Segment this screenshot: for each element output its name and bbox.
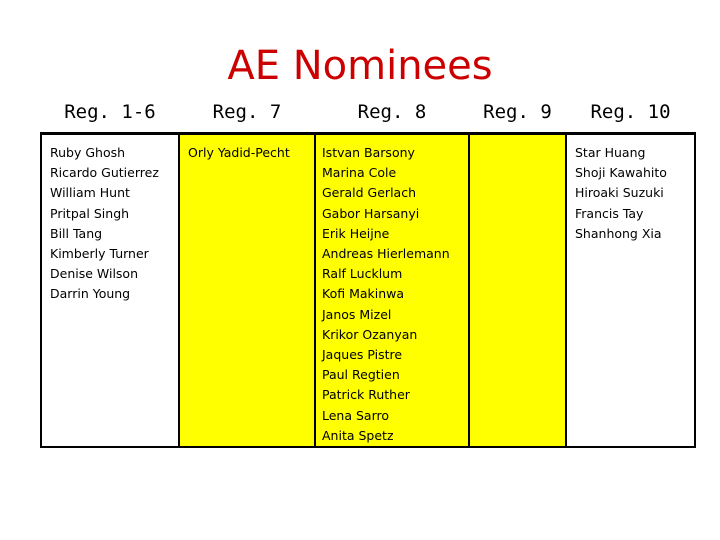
names-row bbox=[41, 134, 695, 448]
nominee-name: Ralf Lucklum bbox=[322, 266, 403, 282]
names-cell-reg-8 bbox=[315, 134, 469, 448]
nominee-name: Patrick Ruther bbox=[322, 387, 410, 403]
nominee-name: Shanhong Xia bbox=[575, 225, 662, 241]
nominee-name: William Hunt bbox=[50, 185, 130, 201]
nominee-name: Bill Tang bbox=[50, 225, 103, 241]
column-header-reg-1-6: Reg. 1-6 bbox=[41, 92, 179, 134]
names-cell-reg-10 bbox=[566, 134, 695, 448]
nominee-name: Orly Yadid-Pecht bbox=[188, 145, 290, 160]
nominee-name: Kofi Makinwa bbox=[322, 286, 405, 302]
nominee-name: Krikor Ozanyan bbox=[322, 326, 418, 342]
nominee-name: Pritpal Singh bbox=[50, 205, 130, 221]
nominee-name: Francis Tay bbox=[575, 205, 644, 221]
nominee-name: Shoji Kawahito bbox=[575, 165, 667, 181]
column-header-reg-9: Reg. 9 bbox=[469, 92, 566, 134]
nominee-name: Gabor Harsanyi bbox=[322, 205, 420, 221]
nominee-name: Janos Mizel bbox=[322, 306, 392, 322]
names-cell-reg-9 bbox=[469, 134, 566, 448]
nominees-table bbox=[40, 92, 696, 448]
nominee-name: Marina Cole bbox=[322, 165, 397, 181]
nominee-name: Gerald Gerlach bbox=[322, 185, 417, 201]
nominee-name: Anita Spetz bbox=[322, 427, 394, 443]
nominee-name: Darrin Young bbox=[50, 286, 131, 302]
nominee-name: Denise Wilson bbox=[50, 266, 139, 282]
nominee-name: Ruby Ghosh bbox=[50, 145, 126, 160]
nominee-name: Andreas Hierlemann bbox=[322, 246, 450, 262]
nominee-name: Istvan Barsony bbox=[322, 145, 415, 160]
column-header-reg-10: Reg. 10 bbox=[566, 92, 695, 134]
nominee-name: Hiroaki Suzuki bbox=[575, 185, 664, 201]
header-row bbox=[41, 92, 695, 134]
names-cell-reg-7 bbox=[179, 134, 315, 448]
column-header-reg-7: Reg. 7 bbox=[179, 92, 315, 134]
page-title: AE Nominees bbox=[227, 43, 493, 89]
nominee-name: Jaques Pistre bbox=[322, 347, 403, 363]
nominee-name: Paul Regtien bbox=[322, 367, 400, 383]
names-cell-reg-1-6 bbox=[41, 134, 179, 448]
nominee-name: Star Huang bbox=[575, 145, 646, 160]
column-header-reg-8: Reg. 8 bbox=[315, 92, 469, 134]
nominee-name: Lena Sarro bbox=[322, 407, 390, 423]
nominee-name: Kimberly Turner bbox=[50, 246, 149, 262]
nominee-name: Erik Heijne bbox=[322, 225, 390, 241]
nominee-name: Ricardo Gutierrez bbox=[50, 165, 159, 181]
